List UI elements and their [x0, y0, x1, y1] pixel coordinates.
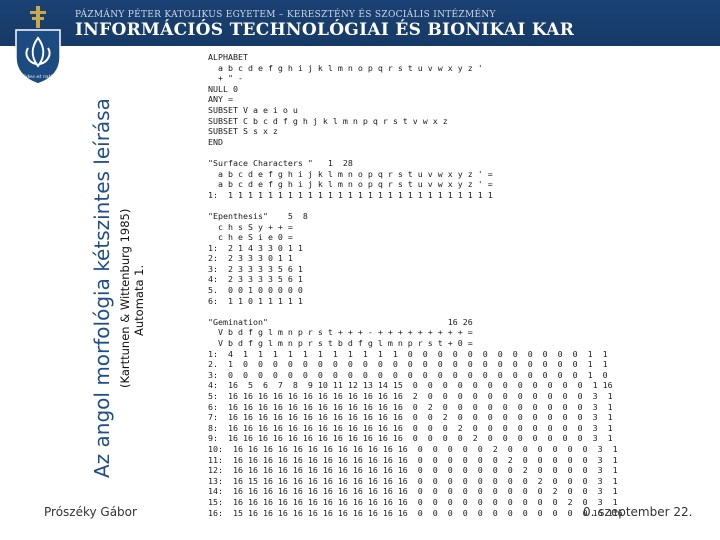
university-logo	[6, 4, 70, 88]
cross-icon	[30, 6, 46, 28]
listing-line: 1: 1 1 1 1 1 1 1 1 1 1 1 1 1 1 1 1 1 1 1 1 1 1 1 1 1 1 1	[208, 189, 493, 200]
listing-line: 2. 1 0 0 0 0 0 0 0 0 0 0 0 0 0 0 0 0 0 0 0 0 0 0 0 1 1	[208, 359, 608, 370]
listing-line: 4: 16 5 6 7 8 9 10 11 12 13 14 15 0 0 0 0 0 0 0 0 0 0 0 0 1 16	[208, 380, 613, 391]
footer-date: 0. szeptember 22.	[583, 505, 693, 519]
listing-line: 8: 16 16 16 16 16 16 16 16 16 16 16 16 0 0 0 2 0 0 0 0 0 0 0 0 3 1	[208, 422, 613, 433]
listing-line: 15: 16 16 16 16 16 16 16 16 16 16 16 16 0 0 0 0 0 0 0 0 0 0 2 0 3 1	[208, 496, 618, 507]
listing-line: + " -	[208, 73, 243, 84]
subtitle-automaton: Automata 1.	[132, 264, 146, 336]
listing-line: 3: 0 0 0 0 0 0 0 0 0 0 0 0 0 0 0 0 0 0 0 0 0 0 0 0 1 0	[208, 369, 608, 380]
listing-line: 7: 16 16 16 16 16 16 16 16 16 16 16 16 0 0 2 0 0 0 0 0 0 0 0 0 3 1	[208, 412, 613, 423]
header-bar	[0, 0, 720, 46]
listing-line: 16: 15 16 16 16 16 16 16 16 16 16 16 16 0 0 0 0 0 0 0 0 0 0 0 0 16 116	[208, 507, 623, 518]
listing-line: a b c d e f g h i j k l m n o p q r s t u v w x y z ' =	[208, 179, 493, 190]
listing-line: 10: 16 16 16 16 16 16 16 16 16 16 16 16 0 0 0 0 0 2 0 0 0 0 0 0 3 1	[208, 443, 618, 454]
listing-line: 2: 2 3 3 3 0 1 1	[208, 253, 293, 264]
listing-line: 1: 2 1 4 3 3 0 1 1	[208, 242, 303, 253]
listing-line: SUBSET S s x z	[208, 126, 278, 137]
subtitle-citation: (Karttunen & Wittenburg 1985)	[118, 208, 132, 388]
listing-line: V b d f g l m n p r s t + + + - + + + + + + + + + =	[208, 327, 473, 338]
listing-line: 12: 16 16 16 16 16 16 16 16 16 16 16 16 0 0 0 0 0 0 0 2 0 0 0 0 3 1	[208, 465, 618, 476]
automata-listing	[208, 52, 623, 518]
automata-figure	[208, 52, 623, 526]
listing-line: ANY =	[208, 94, 233, 105]
university-name: PÁZMÁNY PÉTER KATOLIKUS EGYETEM – KERESZTÉNY ÉS SZOCIÁLIS INTÉZMÉNY	[75, 10, 496, 20]
footer-author: Prószéky Gábor	[44, 505, 137, 519]
listing-line: END	[208, 136, 223, 147]
listing-line: 13: 16 15 16 16 16 16 16 16 16 16 16 16 0 0 0 0 0 0 0 0 2 0 0 0 3 1	[208, 475, 618, 486]
listing-line: a b c d e f g h i j k l m n o p q r s t u v w x y z '	[208, 62, 483, 73]
listing-line: "Gemination" 16 26	[208, 316, 473, 327]
listing-line: c h s S y + + =	[208, 221, 293, 232]
slide-subtitle	[118, 209, 146, 388]
listing-line: 6: 16 16 16 16 16 16 16 16 16 16 16 16 0 2 0 0 0 0 0 0 0 0 0 0 3 1	[208, 401, 613, 412]
listing-line: V b d f g l m n p r s t b d f g l m n p r s t + 0 =	[208, 338, 473, 349]
listing-line: 3: 2 3 3 3 3 5 6 1	[208, 263, 303, 274]
listing-line: 14: 16 16 16 16 16 16 16 16 16 16 16 16 0 0 0 0 0 0 0 0 0 2 0 0 3 1	[208, 486, 618, 497]
listing-line: 4: 2 3 3 3 3 5 6 1	[208, 274, 303, 285]
listing-line: 5. 0 0 1 0 0 0 0 0	[208, 285, 303, 296]
listing-line: "Surface Characters " 1 28	[208, 157, 353, 168]
listing-line: 11: 16 16 16 16 16 16 16 16 16 16 16 16 0 0 0 0 0 0 2 0 0 0 0 0 3 1	[208, 454, 618, 465]
listing-line: 5: 16 16 16 16 16 16 16 16 16 16 16 16 2 0 0 0 0 0 0 0 0 0 0 0 3 1	[208, 391, 613, 401]
faculty-name: INFORMÁCIÓS TECHNOLÓGIAI ÉS BIONIKAI KAR	[75, 20, 575, 40]
listing-line: c h e S i e 0 =	[208, 232, 293, 243]
slide-title: Az angol morfológia kétszintes leírása	[90, 98, 114, 478]
logo-motto: Fides et ratio	[21, 74, 55, 80]
listing-line: NULL 0	[208, 83, 238, 94]
listing-line: ALPHABET	[208, 52, 248, 62]
listing-line: 1: 4 1 1 1 1 1 1 1 1 1 1 1 0 0 0 0 0 0 0 0 0 0 0 0 1 1	[208, 348, 608, 359]
listing-line: "Epenthesis" 5 8	[208, 210, 308, 221]
listing-line	[208, 200, 580, 211]
listing-line: SUBSET V a e i o u	[208, 104, 298, 115]
listing-line: a b c d e f g h i j k l m n o p q r s t u v w x y z ' =	[208, 168, 493, 179]
listing-line	[208, 306, 580, 317]
listing-line: 9: 16 16 16 16 16 16 16 16 16 16 16 16 0 0 0 0 2 0 0 0 0 0 0 0 3 1	[208, 433, 613, 444]
listing-line: SUBSET C b c d f g h j k l m n p q r s t v w x z	[208, 115, 448, 126]
listing-line: 6: 1 1 0 1 1 1 1 1	[208, 295, 303, 306]
listing-line	[208, 147, 580, 158]
